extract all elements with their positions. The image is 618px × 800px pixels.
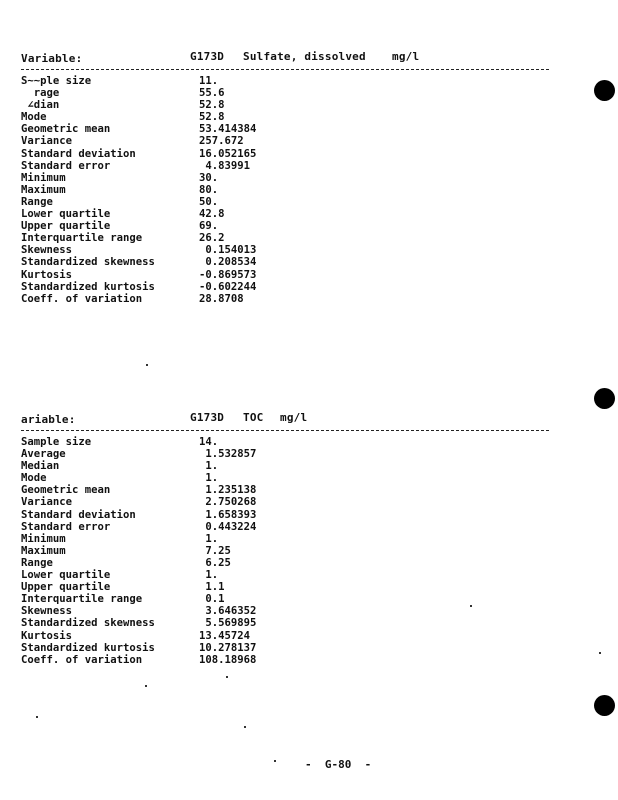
stat-name: Upper quartile: [21, 581, 111, 594]
stat-name: Mode: [21, 472, 47, 485]
stat-row: [21, 642, 561, 654]
stat-value: 16.052165: [199, 147, 257, 160]
dashed-divider: [21, 430, 549, 431]
stat-row: [21, 617, 561, 629]
stat-name: Maximum: [21, 183, 66, 196]
stat-row: [21, 220, 561, 232]
stat-name: ∠dian: [21, 99, 60, 112]
binder-hole-top: [594, 80, 615, 101]
stat-value: 1.: [199, 569, 219, 582]
scan-speck: [470, 605, 472, 607]
stat-value: 3.646352: [199, 605, 257, 618]
stat-row: [21, 593, 561, 605]
scan-speck: [146, 364, 148, 366]
stat-name: Standardized skewness: [21, 256, 155, 269]
stat-name: Upper quartile: [21, 220, 111, 233]
stat-row: [21, 557, 561, 569]
scan-speck: [36, 716, 38, 718]
stat-name: S~~ple size: [21, 75, 92, 87]
stat-value: 0.443224: [199, 520, 257, 533]
stat-row: [21, 232, 561, 244]
stat-name: Variance: [21, 496, 73, 509]
stat-name: Geometric mean: [21, 484, 111, 497]
stat-value: 69.: [199, 220, 219, 233]
stat-row: [21, 256, 561, 268]
stat-row: [21, 281, 561, 293]
stat-value: 1.658393: [199, 508, 257, 521]
scan-speck: [274, 760, 276, 762]
stat-row: [21, 521, 561, 533]
stat-value: 0.208534: [199, 256, 257, 269]
stat-name: Kurtosis: [21, 629, 73, 642]
stat-row: [21, 630, 561, 642]
stat-name: Minimum: [21, 171, 66, 184]
stat-name: Skewness: [21, 244, 73, 257]
stat-value: 30.: [199, 171, 219, 184]
variable-header: [21, 411, 561, 427]
stat-value: 1.: [199, 460, 219, 473]
scan-speck: [226, 676, 228, 678]
stat-value: 80.: [199, 183, 219, 196]
variable-description: TOC: [243, 411, 264, 424]
stat-value: 0.1: [199, 593, 225, 606]
stat-value: 55.6: [199, 87, 225, 100]
stat-name: Minimum: [21, 532, 66, 545]
stat-value: 14.: [199, 436, 219, 448]
variable-unit: mg/l: [280, 411, 308, 424]
stat-name: Geometric mean: [21, 123, 111, 136]
stat-row: [21, 75, 561, 87]
stat-value: 50.: [199, 195, 219, 208]
stat-row: [21, 605, 561, 617]
scan-speck: [244, 726, 246, 728]
variable-code: G173D: [190, 411, 225, 424]
stat-value: 4.83991: [199, 159, 251, 172]
stat-row: [21, 484, 561, 496]
stat-row: [21, 436, 561, 448]
stat-row: [21, 135, 561, 147]
stat-row: [21, 460, 561, 472]
stat-value: 1.235138: [199, 484, 257, 497]
stat-row: [21, 196, 561, 208]
statistics-list: [21, 75, 561, 305]
stat-name: Standard deviation: [21, 147, 136, 160]
stat-value: -0.869573: [199, 268, 257, 281]
stat-value: 11.: [199, 75, 219, 87]
stat-name: Standard error: [21, 159, 111, 172]
statistics-block-sulfate: [21, 50, 561, 305]
stat-value: 42.8: [199, 208, 225, 221]
variable-label: ariable:: [21, 413, 76, 426]
stat-value: 0.154013: [199, 244, 257, 257]
stat-value: 13.45724: [199, 629, 251, 642]
statistics-list: [21, 436, 561, 666]
stat-value: 10.278137: [199, 641, 257, 654]
stat-row: [21, 208, 561, 220]
stat-name: Standard deviation: [21, 508, 136, 521]
variable-header: [21, 50, 561, 66]
stat-name: Standardized skewness: [21, 617, 155, 630]
stat-name: Interquartile range: [21, 593, 143, 606]
stat-value: 53.414384: [199, 123, 257, 136]
stat-name: Maximum: [21, 544, 66, 557]
stat-value: 1.532857: [199, 448, 257, 461]
stat-name: Lower quartile: [21, 208, 111, 221]
stat-name: Standardized kurtosis: [21, 641, 155, 654]
stat-name: Mode: [21, 111, 47, 124]
scan-speck: [599, 652, 601, 654]
stat-name: Coeff. of variation: [21, 653, 143, 666]
stat-row: [21, 172, 561, 184]
stat-row: [21, 99, 561, 111]
stat-row: [21, 184, 561, 196]
page-number: - G-80 -: [305, 758, 372, 771]
stat-value: 28.8708: [199, 292, 244, 305]
stat-row: [21, 569, 561, 581]
stat-value: 1.1: [199, 581, 225, 594]
stat-name: Standardized kurtosis: [21, 280, 155, 293]
stat-name: Lower quartile: [21, 569, 111, 582]
stat-row: [21, 654, 561, 666]
stat-name: Average: [21, 448, 66, 461]
variable-label: Variable:: [21, 52, 83, 65]
binder-hole-bottom: [594, 695, 615, 716]
stat-row: [21, 545, 561, 557]
stat-row: [21, 148, 561, 160]
stat-name: Variance: [21, 135, 73, 148]
stat-row: [21, 123, 561, 135]
stat-row: [21, 87, 561, 99]
stat-row: [21, 111, 561, 123]
stat-value: 7.25: [199, 544, 231, 557]
stat-row: [21, 160, 561, 172]
stat-value: -0.602244: [199, 280, 257, 293]
stat-value: 1.: [199, 532, 219, 545]
stat-value: 108.18968: [199, 653, 257, 666]
stat-row: [21, 448, 561, 460]
scan-speck: [145, 685, 147, 687]
stat-row: [21, 472, 561, 484]
stat-name: Interquartile range: [21, 232, 143, 245]
stat-row: [21, 533, 561, 545]
stat-row: [21, 269, 561, 281]
stat-name: Range: [21, 556, 53, 569]
stat-row: [21, 496, 561, 508]
stat-value: 5.569895: [199, 617, 257, 630]
stat-value: 52.8: [199, 111, 225, 124]
stat-name: Kurtosis: [21, 268, 73, 281]
stat-name: rage: [21, 87, 60, 100]
statistics-block-toc: [21, 411, 561, 666]
variable-description: Sulfate, dissolved: [243, 50, 366, 63]
variable-unit: mg/l: [392, 50, 420, 63]
variable-code: G173D: [190, 50, 225, 63]
stat-name: Standard error: [21, 520, 111, 533]
stat-name: Coeff. of variation: [21, 292, 143, 305]
stat-name: Sample size: [21, 436, 92, 448]
dashed-divider: [21, 69, 549, 70]
stat-name: Median: [21, 460, 60, 473]
stat-row: [21, 244, 561, 256]
stat-row: [21, 581, 561, 593]
stat-value: 6.25: [199, 556, 231, 569]
stat-value: 1.: [199, 472, 219, 485]
stat-name: Skewness: [21, 605, 73, 618]
stat-name: Range: [21, 195, 53, 208]
stat-value: 2.750268: [199, 496, 257, 509]
stat-value: 52.8: [199, 99, 225, 112]
stat-row: [21, 293, 561, 305]
stat-value: 257.672: [199, 135, 244, 148]
stat-value: 26.2: [199, 232, 225, 245]
binder-hole-middle: [594, 388, 615, 409]
stat-row: [21, 509, 561, 521]
